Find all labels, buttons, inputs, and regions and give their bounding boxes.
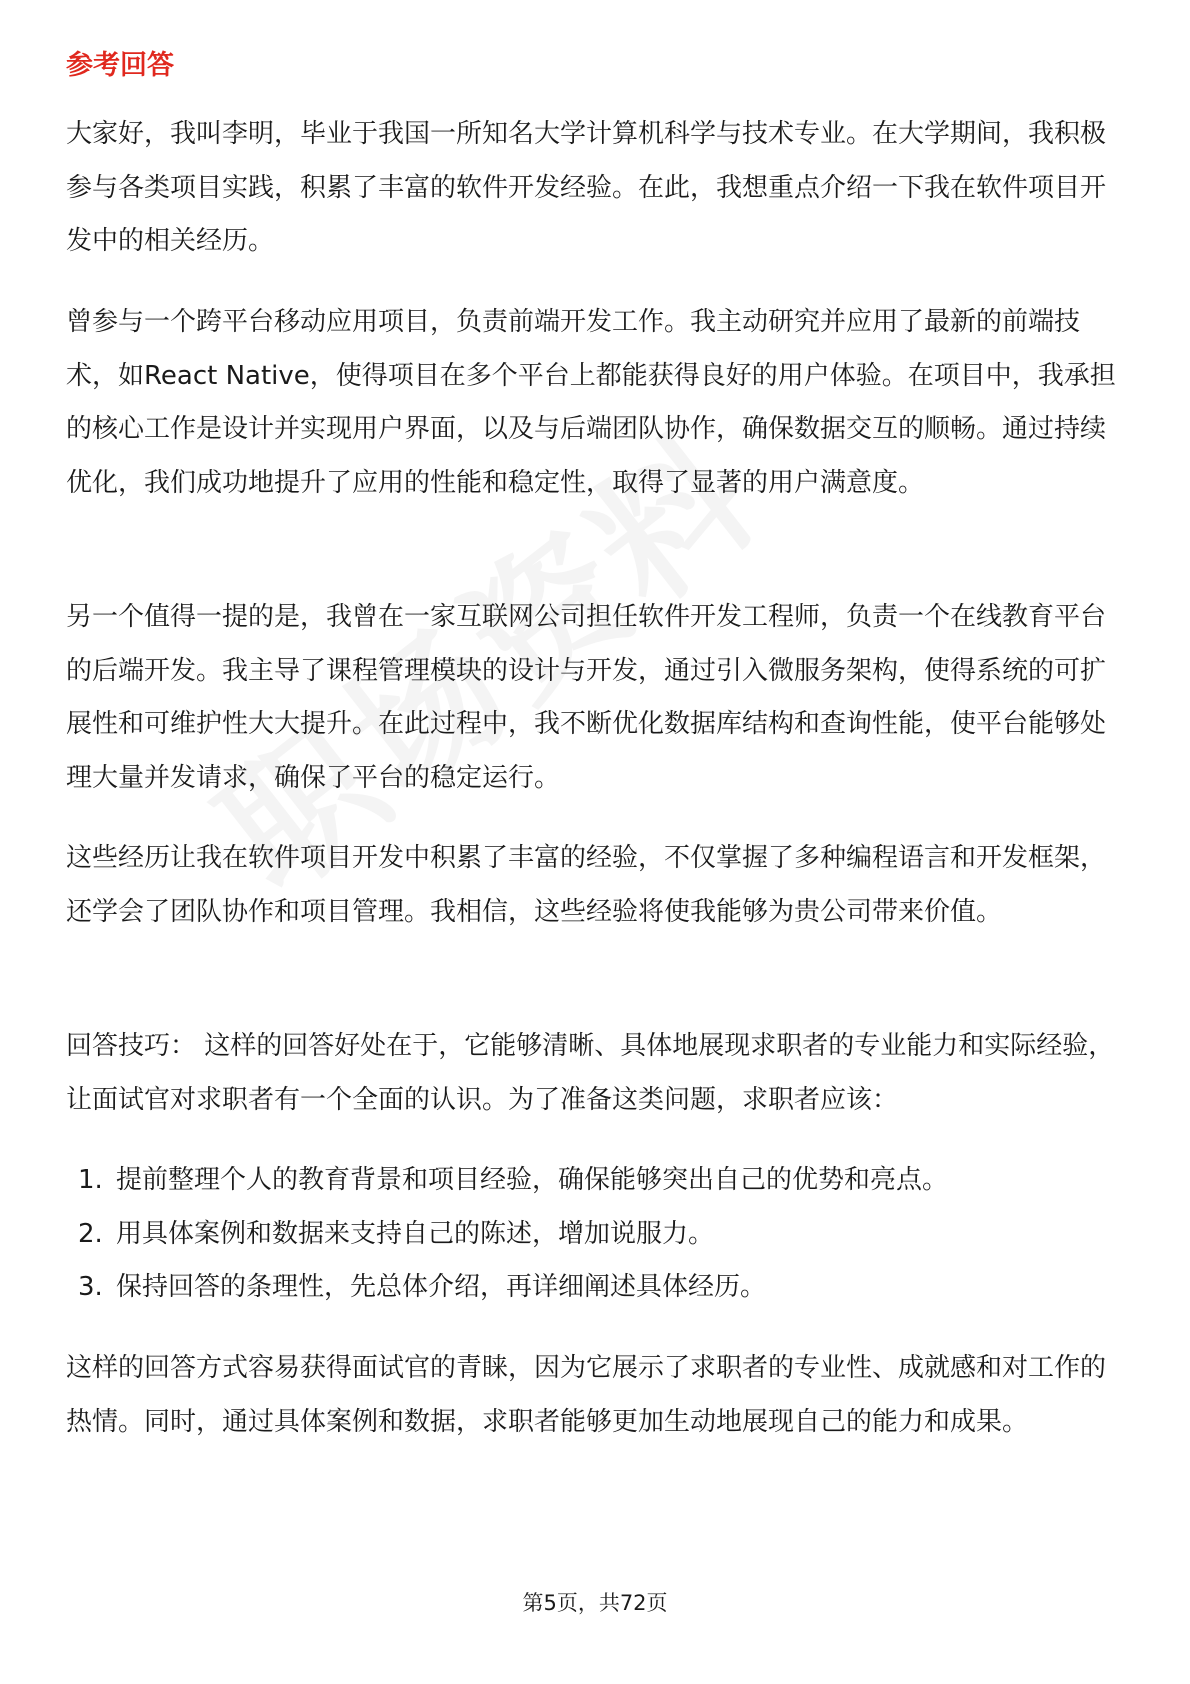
list-number: 1.: [78, 1165, 103, 1195]
list-item: [66, 1261, 1116, 1315]
section-heading: 参考回答: [66, 50, 174, 81]
paragraph-backend-project: 另一个值得一提的是，我曾在一家互联网公司担任软件开发工程师，负责一个在线教育平台的后端开发。我主导了课程管理模块的设计与开发，通过引入微服务架构，使得系统的可扩展性和可维护性大大提升。在此过程中，我不断优化数据库结构和查询性能，使平台能够处理大量并发请求，确保了平台的稳定运行。: [66, 602, 1107, 793]
page-number: 第5页，共72页: [522, 1591, 668, 1615]
paragraph-intro: 大家好，我叫李明，毕业于我国一所知名大学计算机科学与技术专业。在大学期间，我积极参与各类项目实践，积累了丰富的软件开发经验。在此，我想重点介绍一下我在软件项目开发中的相关经历。: [66, 119, 1107, 256]
paragraph-closing: 这样的回答方式容易获得面试官的青睐，因为它展示了求职者的专业性、成就感和对工作的热情。同时，通过具体案例和数据，求职者能够更加生动地展现自己的能力和成果。: [66, 1353, 1107, 1437]
list-item-text: 用具体案例和数据来支持自己的陈述，增加说服力。: [116, 1218, 715, 1249]
list-number: 2.: [78, 1218, 103, 1249]
list-item: [66, 1154, 1116, 1208]
paragraph-answer-tips: 回答技巧： 这样的回答好处在于，它能够清晰、具体地展现求职者的专业能力和实际经验，让面试官对求职者有一个全面的认识。为了准备这类问题，求职者应该：: [66, 1031, 1115, 1115]
list-number: 3.: [78, 1272, 103, 1302]
list-item: [66, 1208, 1116, 1262]
paragraph-summary: 这些经历让我在软件项目开发中积累了丰富的经验，不仅掌握了多种编程语言和开发框架，还学会了团队协作和项目管理。我相信，这些经验将使我能够为贵公司带来价值。: [66, 843, 1107, 927]
list-item-text: 提前整理个人的教育背景和项目经验，确保能够突出自己的优势和亮点。: [116, 1165, 949, 1195]
paragraph-mobile-project: 曾参与一个跨平台移动应用项目，负责前端开发工作。我主动研究并应用了最新的前端技术，如React Native，使得项目在多个平台上都能获得良好的用户体验。在项目中，我承担的核心工作是设计并实现用户界面，以及与后端团队协作，确保数据交互的顺畅。通过持续优化，我们成功地提升了应用的性能和稳定性，取得了显著的用户满意度。: [66, 307, 1116, 498]
list-item-text: 保持回答的条理性，先总体介绍，再详细阐述具体经历。: [116, 1272, 767, 1302]
tips-list: [66, 1154, 1116, 1315]
